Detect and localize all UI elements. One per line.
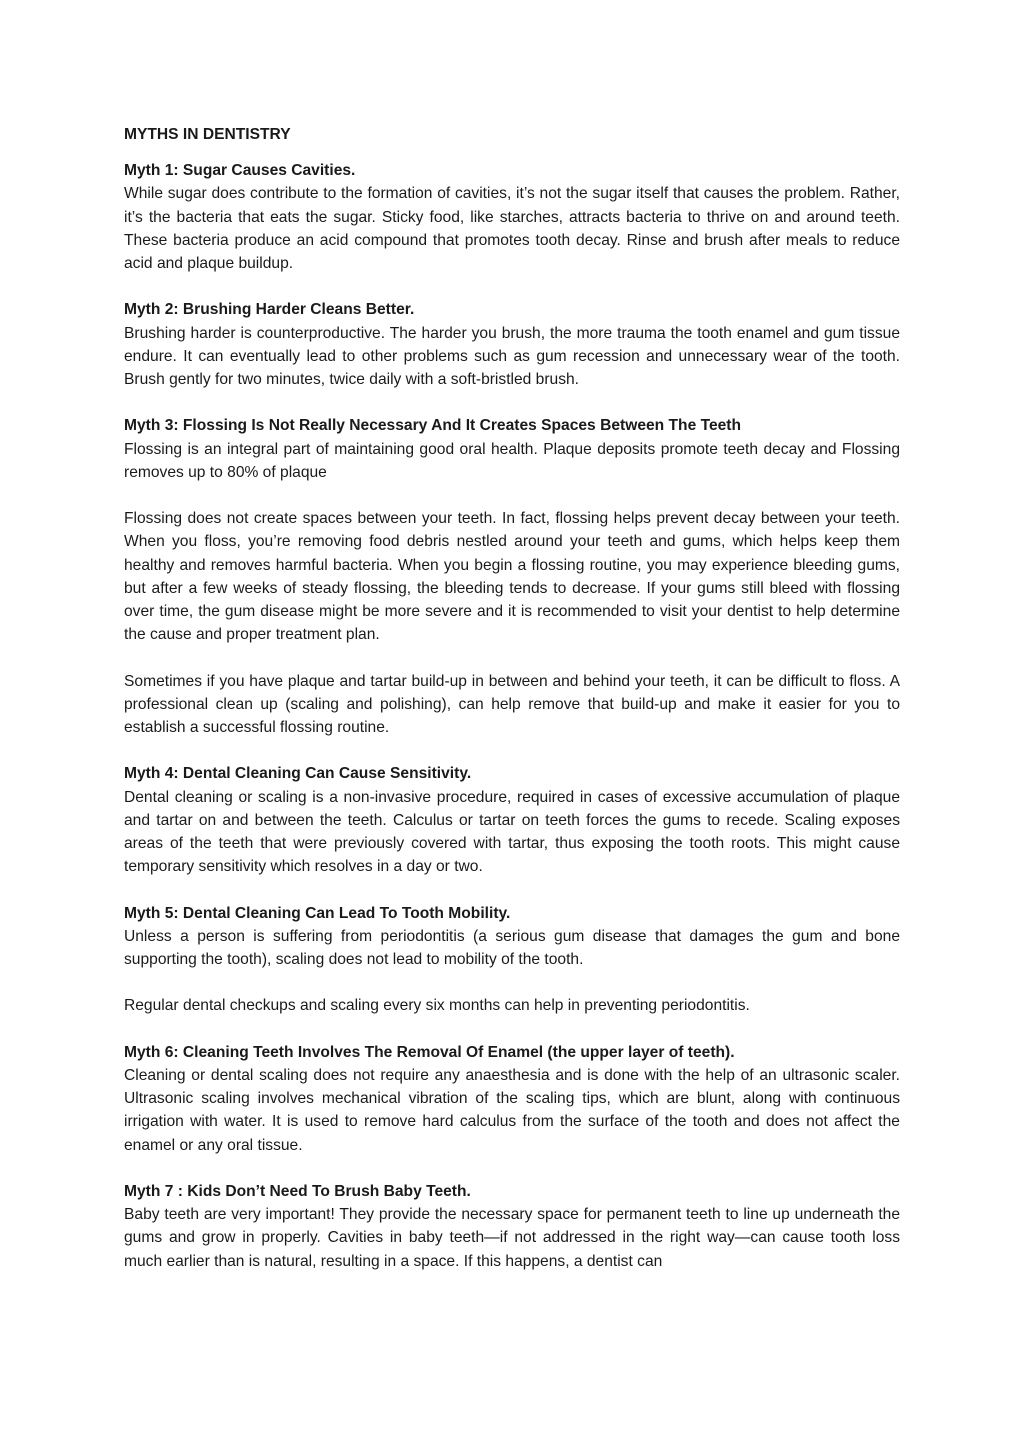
document-page — [124, 123, 900, 1296]
myth-paragraph: Dental cleaning or scaling is a non-invasive procedure, required in cases of excessive accumulation of plaque and tartar on and between the teeth. Calculus or tartar on teeth forces the gums to recede. Scaling exposes areas of the teeth that were previously covered with tartar, thus exposing the tooth roots. This might cause temporary sensitivity which resolves in a day or two. — [124, 788, 900, 876]
document-title: MYTHS IN DENTISTRY — [124, 126, 291, 143]
myth-paragraph: Unless a person is suffering from periodontitis (a serious gum disease that damages the gum and bone supporting the tooth), scaling does not lead to mobility of the tooth. — [124, 927, 900, 969]
myth-heading: Myth 5: Dental Cleaning Can Lead To Tooth Mobility. — [124, 904, 511, 922]
myth-section-6 — [124, 1041, 900, 1157]
myth-heading: Myth 1: Sugar Causes Cavities. — [124, 162, 356, 180]
myth-paragraph: Baby teeth are very important! They provide the necessary space for permanent teeth to line up underneath the gums and grow in properly. Cavities in baby teeth—if not addressed in the right way—can cause tooth loss much earlier than is natural, resulting in a space. If this happens, a dentist can — [124, 1206, 900, 1270]
myth-paragraph: Sometimes if you have plaque and tartar build-up in between and behind your teeth, it can be difficult to floss. A professional clean up (scaling and polishing), can help remove that build-up and make it easier for you to establish a successful flossing routine. — [124, 672, 900, 737]
myth-heading: Myth 6: Cleaning Teeth Involves The Removal Of Enamel (the upper layer of teeth). — [124, 1043, 735, 1061]
myth-paragraph: Flossing does not create spaces between your teeth. In fact, flossing helps prevent decay between your teeth. When you floss, you’re removing food debris nestled around your teeth and gums, which helps keep them healthy and removes harmful bacteria. When you begin a flossing routine, you may experience bleeding gums, but after a few weeks of steady flossing, the bleeding tends to decrease. If your gums still bleed with flossing over time, the gum disease might be more severe and it is recommended to visit your dentist to help determine the cause and proper treatment plan. — [124, 510, 900, 644]
myth-paragraph: Brushing harder is counterproductive. The harder you brush, the more trauma the tooth enamel and gum tissue endure. It can eventually lead to other problems such as gum recession and unnecessary wear of the tooth. Brush gently for two minutes, twice daily with a soft-bristled brush. — [124, 324, 900, 389]
myth-heading: Myth 4: Dental Cleaning Can Cause Sensitivity. — [124, 765, 472, 783]
myth-section-4 — [124, 762, 900, 878]
myth-paragraph: While sugar does contribute to the formation of cavities, it’s not the sugar itself that causes the problem. Rather, it’s the bacteria that eats the sugar. Sticky food, like starches, attracts bacteria to thrive on and around teeth. These bacteria produce an acid compound that promotes tooth decay. Rinse and brush after meals to reduce acid and plaque buildup. — [124, 185, 900, 273]
myth-paragraph: Cleaning or dental scaling does not require any anaesthesia and is done with the help of an ultrasonic scaler. Ultrasonic scaling involves mechanical vibration of the scaling tips, which are blunt, along with continuous irrigation with water. It is used to remove hard calculus from the surface of the tooth and does not affect the enamel or any oral tissue. — [124, 1067, 900, 1154]
myth-section-3 — [124, 414, 900, 739]
myth-paragraph: Regular dental checkups and scaling every six months can help in preventing periodontitis. — [124, 997, 750, 1015]
myth-paragraph: Flossing is an integral part of maintaining good oral health. Plaque deposits promote teeth decay and Flossing removes up to 80% of plaque — [124, 440, 900, 481]
myth-section-2 — [124, 298, 900, 391]
myth-heading: Myth 7 : Kids Don’t Need To Brush Baby Teeth. — [124, 1183, 471, 1200]
myth-heading: Myth 3: Flossing Is Not Really Necessary And It Creates Spaces Between The Teeth — [124, 417, 742, 435]
myth-heading: Myth 2: Brushing Harder Cleans Better. — [124, 301, 415, 319]
myth-section-7 — [124, 1180, 900, 1273]
myth-section-5 — [124, 902, 900, 1018]
myth-section-1 — [124, 159, 900, 275]
